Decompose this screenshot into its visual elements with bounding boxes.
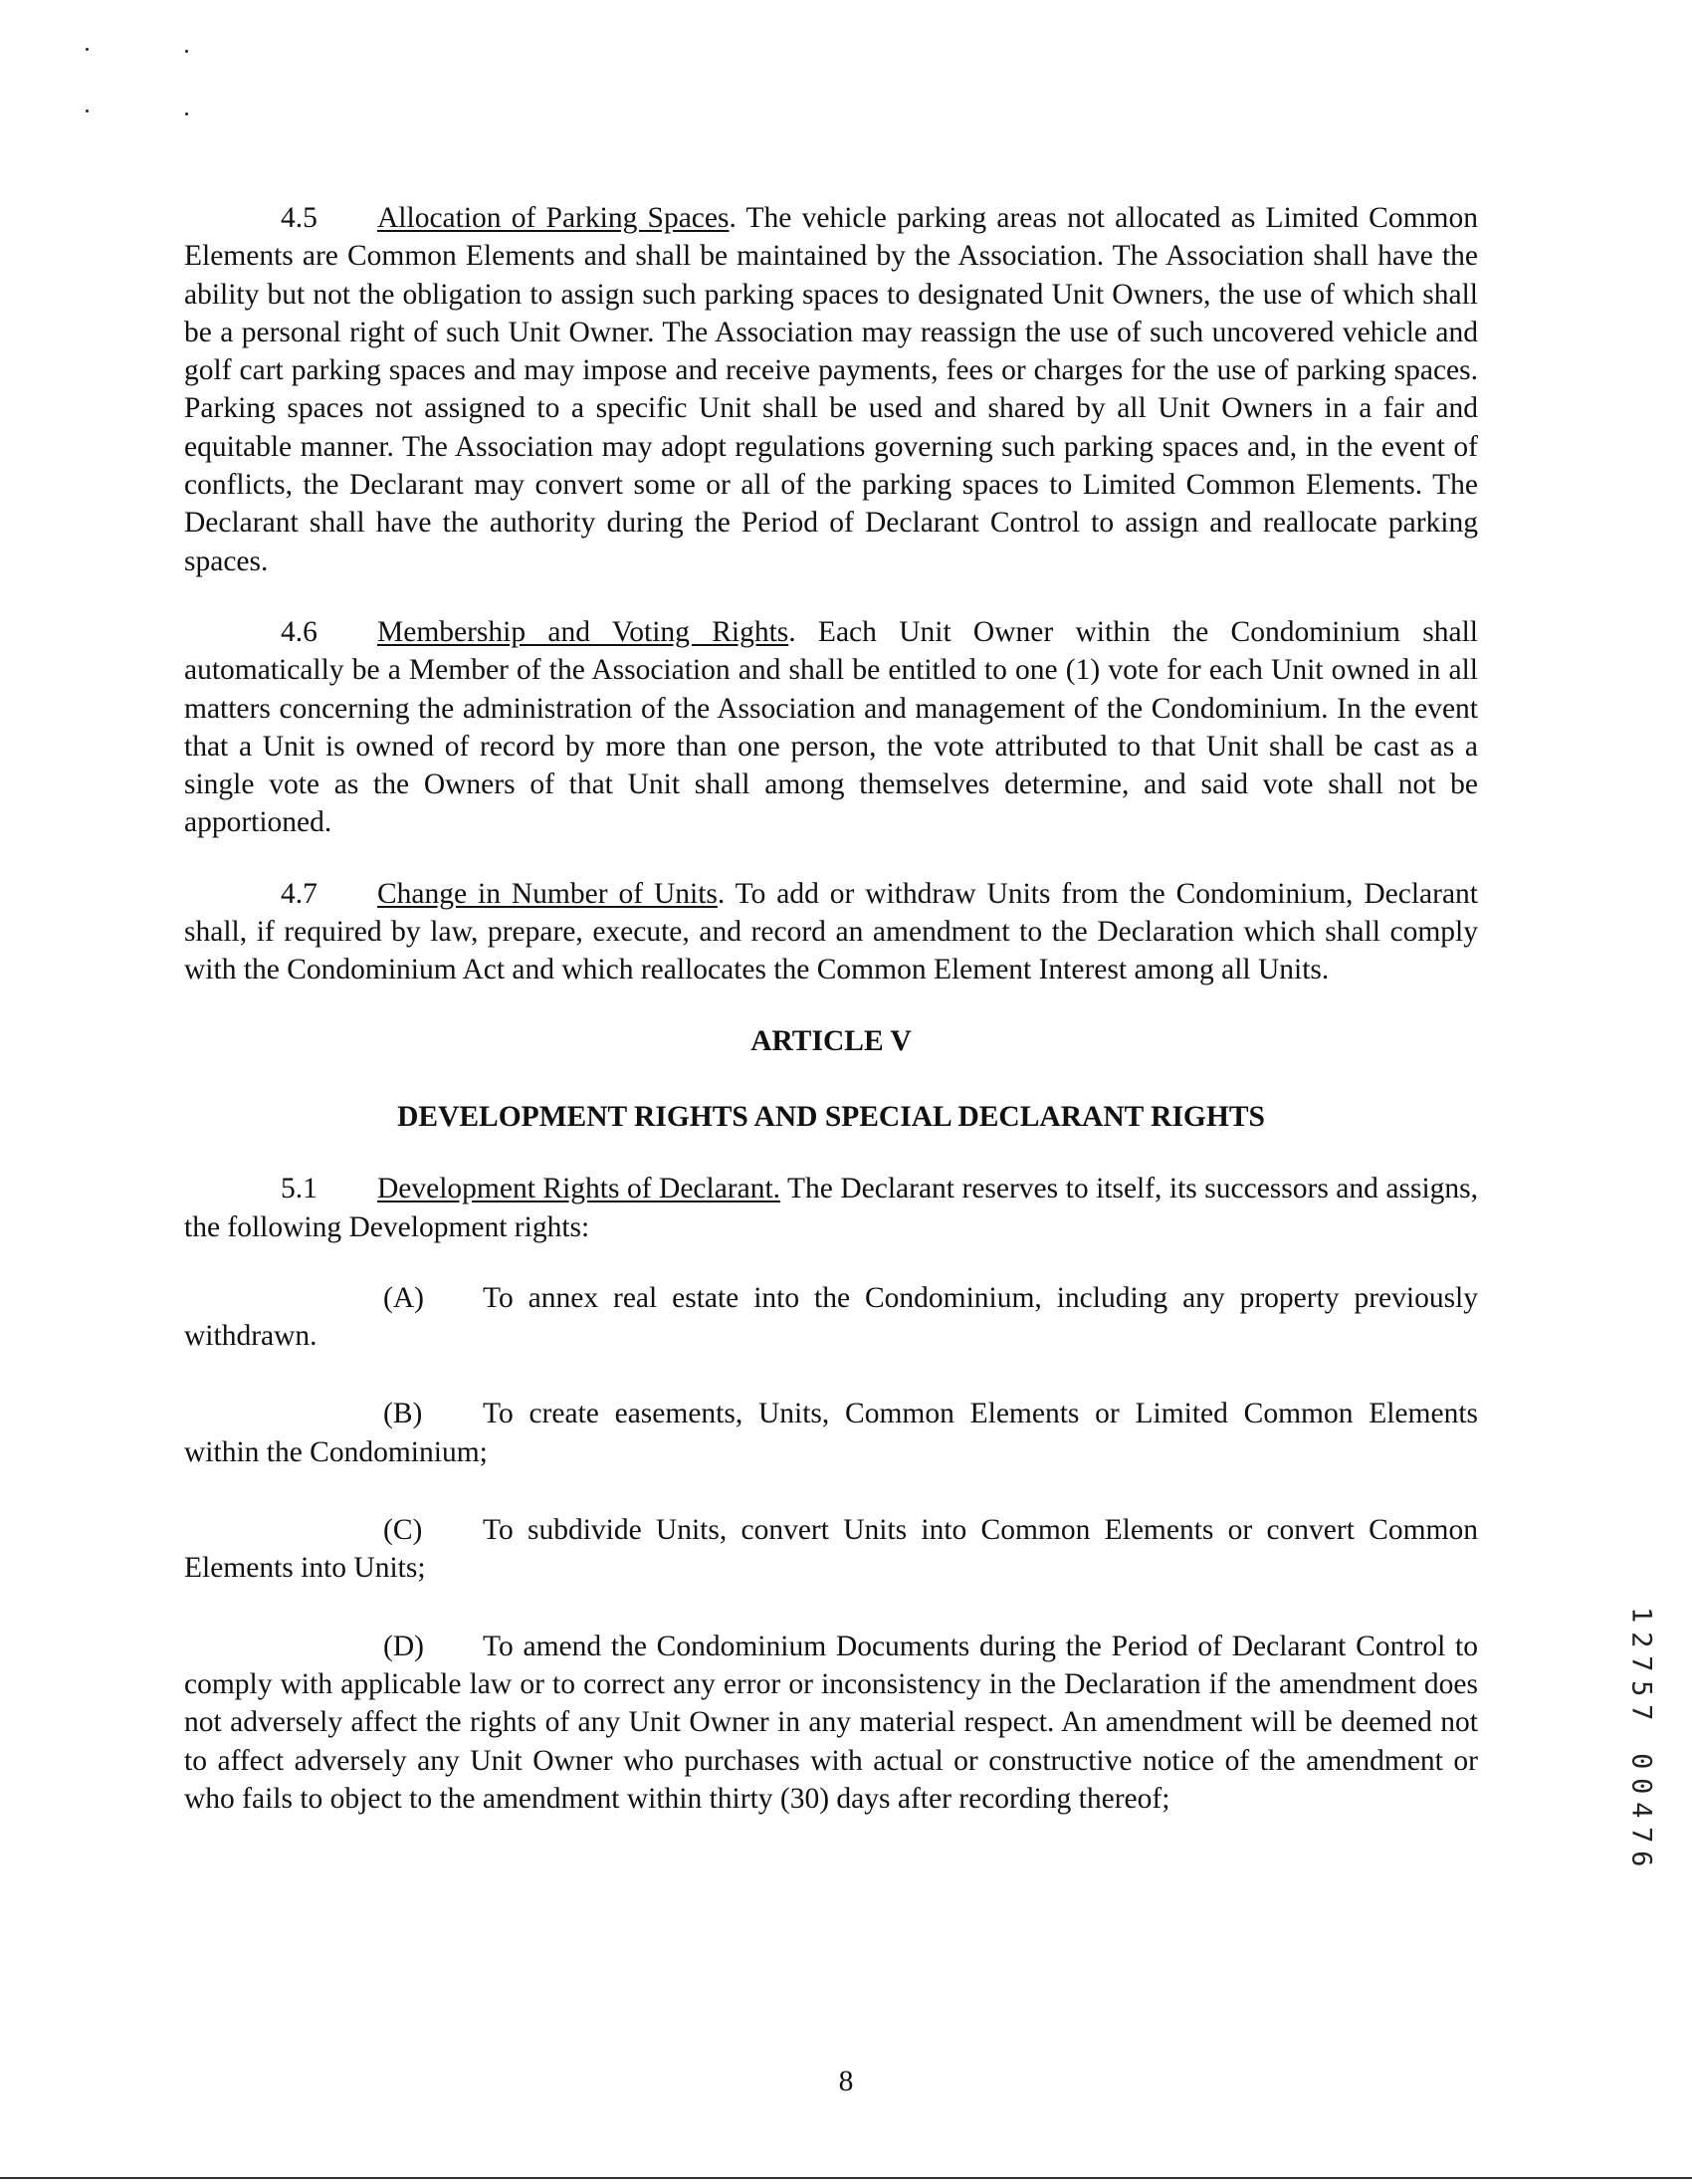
- section-5-1: [184, 1170, 1478, 1246]
- section-title: Change in Number of Units: [377, 877, 718, 910]
- stamp-digit: 7: [1625, 1826, 1657, 1844]
- section-4-7: [184, 875, 1478, 989]
- scan-speck: [86, 109, 89, 112]
- subitem-text: To create easements, Units, Common Elements or Limited Common Elements within the Condominium;: [184, 1398, 1478, 1468]
- section-text: . To add or withdraw Units from the Condominium, Declarant shall, if required by law, prepare, execute, and record an amendment to the Declaration which shall comply with the Condominium Act and which reallocates the Common Element Interest among all Units.: [184, 877, 1478, 986]
- subitem-text: To amend the Condominium Documents during the Period of Declarant Control to comply with applicable law or to correct any error or inconsistency in the Declaration if the amendment does not adversely affect the rights of any Unit Owner in any material respect. An amendment will be deemed not to affect adversely any Unit Owner who purchases with actual or constructive notice of the amendment or who fails to object to the amendment within thirty (30) days after recording thereof;: [184, 1630, 1478, 1815]
- document-body: [184, 199, 1478, 1818]
- page-number: 8: [838, 2066, 854, 2097]
- section-number: 4.6: [281, 615, 317, 648]
- scan-speck: [86, 48, 89, 51]
- subitem-label: (C): [383, 1514, 423, 1547]
- stamp-digit: 6: [1625, 1851, 1657, 1867]
- subitem-c: [184, 1511, 1478, 1588]
- section-number: 4.7: [281, 877, 317, 910]
- section-text: . Each Unit Owner within the Condominium shall automatically be a Member of the Association and shall be entitled to one (1) vote for each Unit owned in all matters concerning the administration of the Association and management of the Condominium. In the event that a Unit is owned of record by more than one person, the vote attributed to that Unit shall be cast as a single vote as the Owners of that Unit shall among themselves determine, and said vote shall not be apportioned.: [184, 615, 1478, 839]
- subitem-text: To annex real estate into the Condominium, including any property previously withdrawn.: [184, 1281, 1478, 1353]
- section-title: Development Rights of Declarant.: [377, 1173, 781, 1205]
- scan-speck: [185, 112, 188, 115]
- subitem-a: [184, 1279, 1478, 1356]
- section-number: 5.1: [281, 1173, 317, 1205]
- subitem-label: (D): [383, 1630, 424, 1662]
- stamp-digit: 7: [1625, 1655, 1657, 1672]
- subitem-label: (A): [383, 1281, 424, 1314]
- recording-stamp: [1625, 1603, 1655, 1871]
- scan-edge-line: [0, 2177, 1692, 2179]
- stamp-digit: 1: [1625, 1607, 1657, 1624]
- stamp-digit: 0: [1625, 1753, 1657, 1770]
- scan-speck: [185, 50, 188, 53]
- section-4-5: [184, 199, 1478, 580]
- subitem-label: (B): [383, 1398, 423, 1430]
- stamp-digit: 2: [1625, 1631, 1657, 1648]
- section-number: 4.5: [281, 202, 317, 234]
- subitem-d: [184, 1628, 1478, 1818]
- article-subheading: DEVELOPMENT RIGHTS AND SPECIAL DECLARANT RIGHTS: [397, 1100, 1265, 1133]
- subitem-b: [184, 1395, 1478, 1471]
- stamp-digit: 4: [1625, 1802, 1657, 1819]
- section-title: Allocation of Parking Spaces: [377, 202, 730, 234]
- subitem-text: To subdivide Units, convert Units into Common Elements or convert Common Elements into Units;: [184, 1514, 1478, 1585]
- stamp-digit: 0: [1625, 1777, 1657, 1794]
- stamp-digit: 5: [1625, 1679, 1657, 1697]
- section-title: Membership and Voting Rights: [377, 615, 789, 648]
- section-text: The Declarant reserves to itself, its successors and assigns, the following Development rights:: [184, 1173, 1478, 1243]
- section-4-6: [184, 613, 1478, 842]
- article-heading: ARTICLE V: [750, 1024, 912, 1057]
- section-text: . The vehicle parking areas not allocated as Limited Common Elements are Common Elements and shall be maintained by the Association. The Association shall have the ability but not the obligation to assign such parking spaces to designated Unit Owners, the use of which shall be a personal right of such Unit Owner. The Association may reassign the use of such uncovered vehicle and golf cart parking spaces and may impose and receive payments, fees or charges for the use of parking spaces. Parking spaces not assigned to a specific Unit shall be used and shared by all Unit Owners in a fair and equitable manner. The Association may adopt regulations governing such parking spaces and, in the event of conflicts, the Declarant may convert some or all of the parking spaces to Limited Common Elements. The Declarant shall have the authority during the Period of Declarant Control to assign and reallocate parking spaces.: [184, 202, 1478, 577]
- stamp-digit: 7: [1625, 1704, 1657, 1721]
